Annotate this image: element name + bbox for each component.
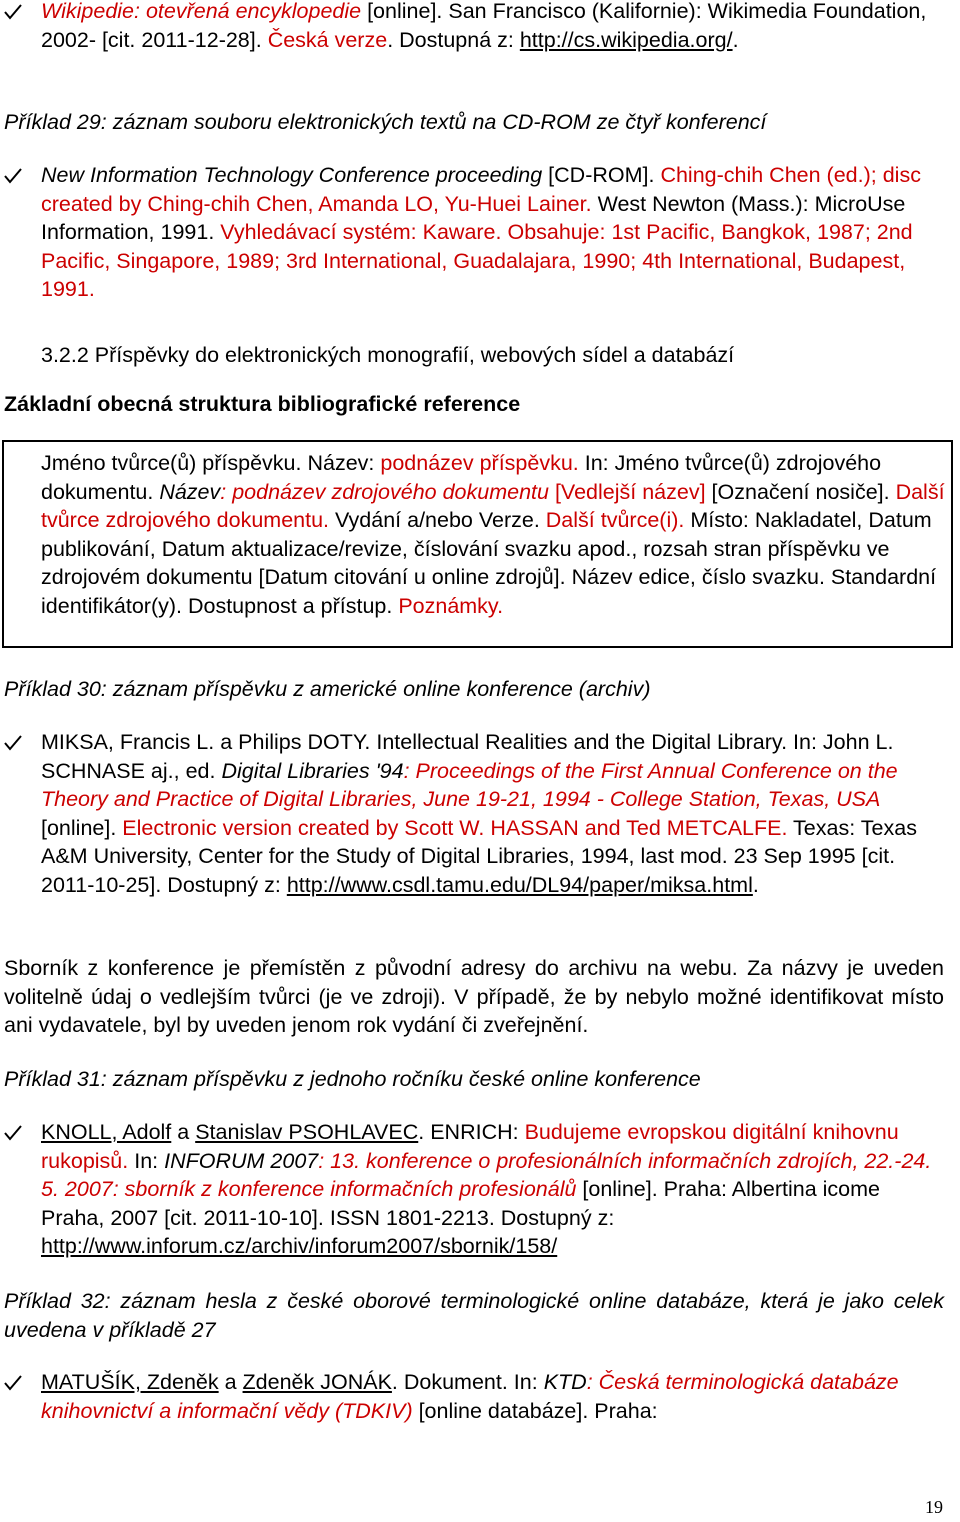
checkmark-icon bbox=[3, 728, 27, 756]
structure-box bbox=[2, 440, 953, 648]
reference-text: Wikipedie: otevřená encyklopedie [online]. San Francisco (Kalifornie): Wikimedia Foundation, 2002- [cit. 2011-12-28]. Česká verze. Dostupná z: http://cs.wikipedia.org/. bbox=[41, 0, 927, 52]
author-link-knoll[interactable]: KNOLL, Adolf bbox=[41, 1120, 172, 1144]
author-link-psohlavec[interactable]: Stanislav PSOHLAVEC bbox=[195, 1120, 419, 1144]
miksa-link[interactable]: http://www.csdl.tamu.edu/DL94/paper/miksa.html bbox=[286, 872, 753, 897]
reference-text: MIKSA, Francis L. a Philips DOTY. Intellectual Realities and the Digital Library. In: John L. SCHNASE aj., ed. Digital Libraries '94: Proceedings of the First Annual Conference on the Theory and Practice of Digital Libraries, June 19-21, 1994 - College Station, Texas, USA [online]. Electronic version created by Scott W. HASSAN and Ted METCALFE. Texas: Texas A&M University, Center for the Study of Digital Libraries, 1994, last mod. 23 Sep 1995 [cit. 2011-10-25]. Dostupný z: http://www.csdl.tamu.edu/DL94/paper/miksa.html. bbox=[41, 730, 917, 897]
example-31-heading: Příklad 31: záznam příspěvku z jednoho ročníku české online konference bbox=[4, 1067, 701, 1091]
section-heading: 3.2.2 Příspěvky do elektronických monografií, webových sídel a databází bbox=[41, 343, 735, 367]
checkmark-icon bbox=[3, 0, 27, 25]
structure-title: Základní obecná struktura bibliografické reference bbox=[4, 392, 521, 416]
inforum-link[interactable]: http://www.inforum.cz/archiv/inforum2007/sbornik/158/ bbox=[41, 1234, 558, 1259]
reference-text: New Information Technology Conference proceeding [CD-ROM]. Ching-chih Chen (ed.); disc created by Ching-chih Chen, Amanda LO, Yu-Huei Lainer. West Newton (Mass.): MicroUse Information, 1991. Vyhledávací systém: Kaware. Obsahuje: 1st Pacific, Bangkok, 1987; 2nd Pacific, Singapore, 1989; 3rd International, Guadalajara, 1990; 4th International, Budapest, 1991. bbox=[41, 163, 921, 302]
checkmark-icon bbox=[3, 1368, 27, 1396]
author-link-jonak[interactable]: Zdeněk JONÁK bbox=[242, 1370, 392, 1394]
example-29-heading: Příklad 29: záznam souboru elektronických textů na CD-ROM ze čtyř konferencí bbox=[4, 110, 767, 134]
wikipedia-link[interactable]: http://cs.wikipedia.org/ bbox=[519, 27, 733, 52]
structure-text: Jméno tvůrce(ů) příspěvku. Název: podnázev příspěvku. In: Jméno tvůrce(ů) zdrojového dokumentu. Název: podnázev zdrojového dokumentu [Vedlejší název] [Označení nosiče]. Další tvůrce zdrojového dokumentu. Vydání a/nebo Verze. Další tvůrce(i). Místo: Nakladatel, Datum publikování, Datum aktualizace/revize, číslování svazku apod., rozsah stran příspěvku ve zdrojovém dokumentu [Datum citování u online zdrojů]. Název edice, číslo svazku. Standardní identifikátor(y). Dostupnost a přístup. Poznámky. bbox=[41, 451, 945, 618]
checkmark-icon bbox=[3, 161, 27, 189]
example-32-heading: Příklad 32: záznam hesla z české oborové terminologické online databáze, která je jako celek uvedena v příkladě 27 bbox=[4, 1289, 944, 1342]
reference-text: KNOLL, Adolf a Stanislav PSOHLAVEC. ENRICH: Budujeme evropskou digitální knihovnu rukopisů. In: INFORUM 2007: 13. konference o profesionálních informačních zdrojích, 22.-24. 5. 2007: sborník z konference informačních profesionálů [online]. Praha: Albertina icome Praha, 2007 [cit. 2011-10-10]. ISSN 1801-2213. Dostupný z: http://www.inforum.cz/archiv/inforum2007/sbornik/158/ bbox=[41, 1120, 932, 1259]
reference-text: MATUŠÍK, Zdeněk a Zdeněk JONÁK. Dokument. In: KTD: Česká terminologická databáze knihovnictví a informační vědy (TDKIV) [online databáze]. Praha: bbox=[41, 1370, 899, 1423]
example-30-heading: Příklad 30: záznam příspěvku z americké online konference (archiv) bbox=[4, 677, 651, 701]
checkmark-icon bbox=[3, 1118, 27, 1146]
explanation-paragraph: Sborník z konference je přemístěn z původní adresy do archivu na webu. Za názvy je uveden volitelně údaj o vedlejším tvůrci (je ve zdroji). V případě, že by nebylo možné identifikovat místo ani vydavatele, byl by uveden jenom rok vydání či zveřejnění. bbox=[4, 956, 944, 1038]
author-link-matusik[interactable]: MATUŠÍK, Zdeněk bbox=[41, 1370, 219, 1394]
page-number: 19 bbox=[925, 1497, 943, 1517]
